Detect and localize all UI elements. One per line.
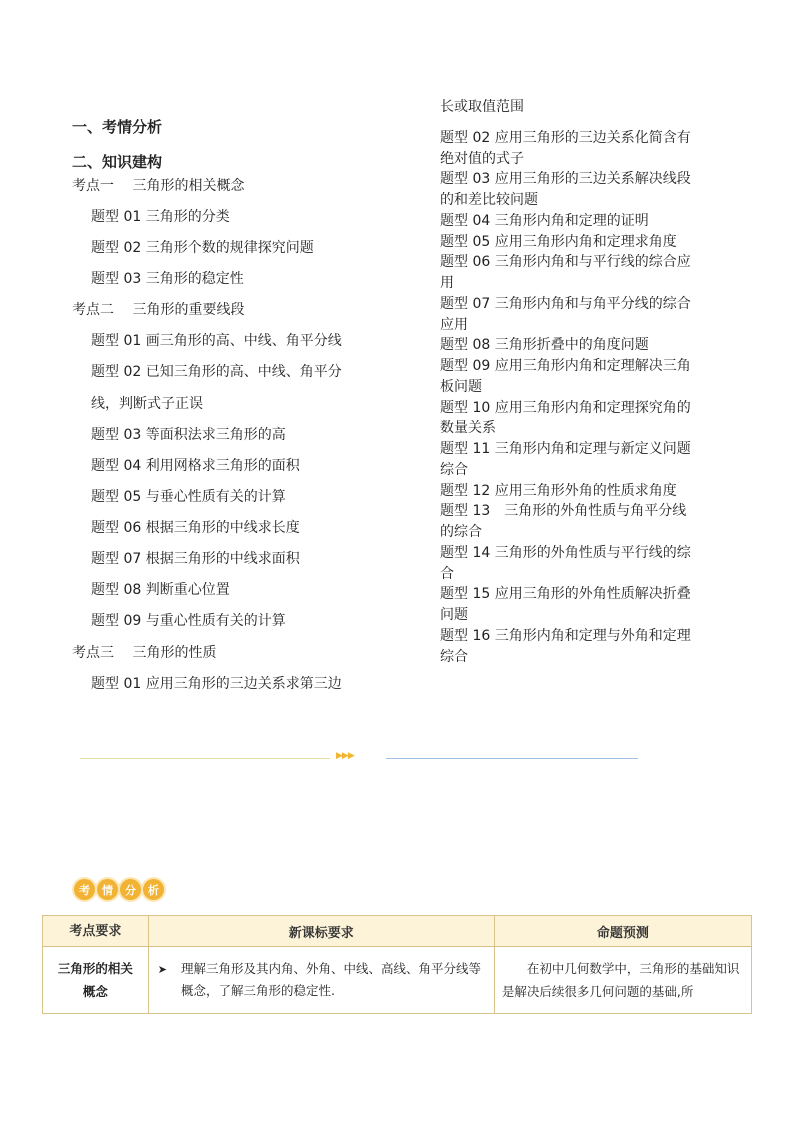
- toc-line: 题型 05 应用三角形内角和定理求角度: [440, 234, 677, 250]
- toc-line: 长或取值范围: [440, 99, 524, 115]
- bullet-arrow-icon: ➤: [157, 963, 167, 976]
- triple-arrow-icon: ▶▶▶: [336, 751, 354, 761]
- cell-topic: [43, 947, 149, 1014]
- prediction-text: 在初中几何数学中，三角形的基础知识是解决后续很多几何问题的基础,所: [501, 961, 740, 999]
- divider-left: [80, 758, 330, 759]
- toc-line: 题型 11 三角形内角和定理与新定义问题: [440, 441, 691, 457]
- header-prediction: 命题预测: [494, 916, 751, 947]
- badge-char: 分: [120, 879, 141, 900]
- section-title-structure: 二、知识建构: [72, 153, 163, 171]
- section-title-analysis: 一、考情分析: [72, 118, 163, 136]
- toc-item: 题型 01 应用三角形的三边关系求第三边: [91, 676, 342, 692]
- kaodian-1-title: 考点一 三角形的相关概念: [72, 178, 245, 194]
- toc-item: 题型 02 已知三角形的高、中线、角平分: [91, 364, 342, 380]
- toc-item: 题型 01 三角形的分类: [91, 209, 230, 225]
- toc-line: 用: [440, 275, 454, 291]
- toc-line: 问题: [440, 607, 468, 623]
- toc-line: 题型 14 三角形的外角性质与平行线的综: [440, 545, 691, 561]
- cell-topic-line1: 三角形的相关: [57, 961, 133, 976]
- kaodian-3-title: 考点三 三角形的性质: [72, 645, 217, 661]
- toc-line: 综合: [440, 462, 468, 478]
- toc-line: 题型 12 应用三角形外角的性质求角度: [440, 483, 677, 499]
- toc-item: 题型 04 利用网格求三角形的面积: [91, 458, 300, 474]
- kaodian-2-title: 考点二 三角形的重要线段: [72, 302, 245, 318]
- requirements-table: [42, 915, 752, 1014]
- toc-item: 线，判断式子正误: [91, 396, 203, 412]
- toc-item: 题型 05 与垂心性质有关的计算: [91, 489, 286, 505]
- cell-prediction: [494, 947, 751, 1014]
- toc-line: 题型 09 应用三角形内角和定理解决三角: [440, 358, 691, 374]
- section-badge: [74, 879, 164, 900]
- toc-line: 题型 15 应用三角形的外角性质解决折叠: [440, 586, 691, 602]
- toc-line: 的综合: [440, 524, 482, 540]
- header-exam-requirement: 考点要求: [43, 916, 149, 947]
- toc-item: 题型 03 三角形的稳定性: [91, 271, 244, 287]
- toc-line: 的和差比较问题: [440, 192, 538, 208]
- table-header-row: [43, 916, 752, 947]
- toc-line: 应用: [440, 317, 468, 333]
- toc-line: 题型 06 三角形内角和与平行线的综合应: [440, 254, 691, 270]
- toc-line: 题型 13 三角形的外角性质与角平分线: [440, 503, 687, 519]
- toc-item: 题型 06 根据三角形的中线求长度: [91, 520, 300, 536]
- header-curriculum-requirement: 新课标要求: [148, 916, 494, 947]
- curriculum-text: 理解三角形及其内角、外角、中线、高线、角平分线等概念，了解三角形的稳定性.: [180, 961, 481, 998]
- toc-line: 板问题: [440, 379, 482, 395]
- toc-line: 题型 03 应用三角形的三边关系解决线段: [440, 171, 691, 187]
- toc-item: 题型 08 判断重心位置: [91, 582, 230, 598]
- toc-item: 题型 01 画三角形的高、中线、角平分线: [91, 333, 342, 349]
- toc-item: 题型 09 与重心性质有关的计算: [91, 613, 286, 629]
- cell-topic-line2: 概念: [82, 984, 108, 999]
- toc-item: 题型 02 三角形个数的规律探究问题: [91, 240, 314, 256]
- toc-item: 题型 03 等面积法求三角形的高: [91, 427, 286, 443]
- cell-curriculum: [148, 947, 494, 1014]
- badge-char: 情: [97, 879, 118, 900]
- toc-line: 题型 02 应用三角形的三边关系化简含有: [440, 130, 691, 146]
- toc-line: 数量关系: [440, 420, 496, 436]
- toc-line: 题型 07 三角形内角和与角平分线的综合: [440, 296, 691, 312]
- toc-line: 综合: [440, 649, 468, 665]
- toc-line: 题型 04 三角形内角和定理的证明: [440, 213, 649, 229]
- toc-line: 题型 10 应用三角形内角和定理探究角的: [440, 400, 691, 416]
- toc-line: 题型 16 三角形内角和定理与外角和定理: [440, 628, 691, 644]
- toc-line: 绝对值的式子: [440, 151, 524, 167]
- table-row: [43, 947, 752, 1014]
- toc-line: 题型 08 三角形折叠中的角度问题: [440, 337, 649, 353]
- divider-right: [386, 758, 638, 759]
- toc-line: 合: [440, 566, 454, 582]
- toc-item: 题型 07 根据三角形的中线求面积: [91, 551, 300, 567]
- badge-char: 考: [74, 879, 95, 900]
- badge-char: 析: [143, 879, 164, 900]
